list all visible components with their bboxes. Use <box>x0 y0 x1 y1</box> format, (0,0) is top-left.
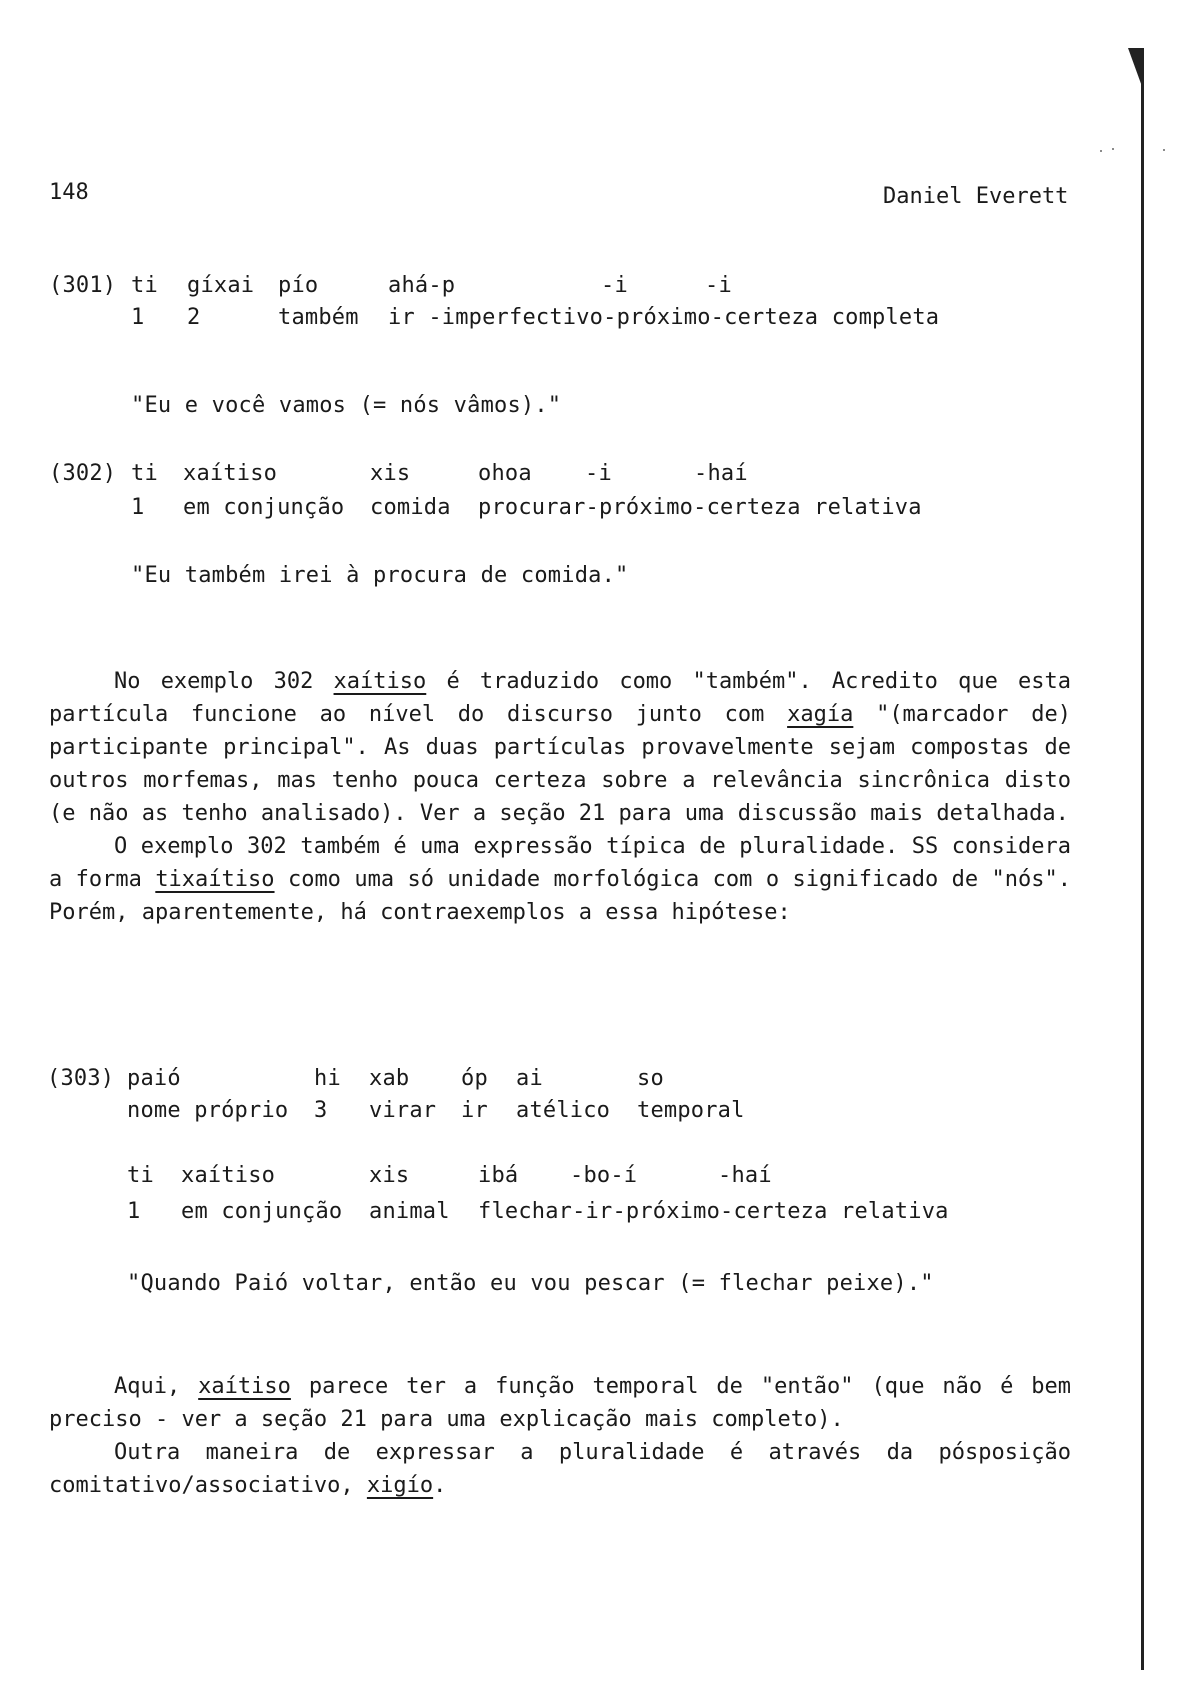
paragraph: Outra maneira de expressar a pluralidade é através da pósposição comitativo/associativo, xigío. <box>49 1440 1071 1498</box>
underlined-term: tixaítiso <box>155 867 275 892</box>
page-number: 148 <box>49 180 89 205</box>
gloss-translation: procurar-próximo-certeza relativa <box>478 495 922 520</box>
body-text-block-2 <box>49 1370 1071 1502</box>
example-number: (303) <box>47 1066 115 1091</box>
gloss-word: xis <box>370 461 411 486</box>
gloss-translation: em conjunção <box>183 495 345 520</box>
gloss-translation: 3 <box>314 1098 328 1123</box>
gloss-translation: ir <box>461 1098 488 1123</box>
gloss-word: ibá <box>478 1163 519 1188</box>
underlined-term: xigío <box>366 1473 434 1498</box>
gloss-translation: 2 <box>187 305 201 330</box>
paragraph: O exemplo 302 também é uma expressão típica de pluralidade. SS considera a forma tixaítiso como uma só unidade morfológica com o significado de "nós". Porém, aparentemente, há contraexemplos a essa hipótese: <box>49 834 1071 925</box>
gloss-translation: 1 <box>131 305 145 330</box>
gloss-translation: flechar-ir-próximo-certeza relativa <box>478 1199 949 1224</box>
gloss-word: -i <box>705 273 732 298</box>
scan-speck <box>1100 150 1102 152</box>
gloss-word: gíxai <box>187 273 255 298</box>
running-header-author: Daniel Everett <box>883 184 1069 209</box>
free-translation: "Quando Paió voltar, então eu vou pescar (= flechar peixe)." <box>127 1271 934 1296</box>
gloss-word: -i <box>585 461 612 486</box>
binding-edge-line <box>1141 60 1144 1670</box>
gloss-translation: atélico <box>516 1098 611 1123</box>
gloss-translation: ir -imperfectivo-próximo-certeza completa <box>388 305 940 330</box>
gloss-translation: virar <box>369 1098 437 1123</box>
gloss-word: xis <box>369 1163 410 1188</box>
gloss-word: pío <box>278 273 319 298</box>
gloss-word: ohoa <box>478 461 532 486</box>
underlined-term: xaítiso <box>198 1374 291 1399</box>
body-text-block-1 <box>49 665 1071 929</box>
underlined-term: xagía <box>787 702 854 727</box>
gloss-translation: comida <box>370 495 451 520</box>
gloss-translation: 1 <box>131 495 145 520</box>
gloss-word: xaítiso <box>183 461 278 486</box>
gloss-word: -haí <box>718 1163 772 1188</box>
example-number: (302) <box>49 461 117 486</box>
underlined-term: xaítiso <box>333 669 427 694</box>
gloss-word: -haí <box>694 461 748 486</box>
scan-speck <box>1163 149 1165 151</box>
free-translation: "Eu também irei à procura de comida." <box>131 563 629 588</box>
gloss-word: ai <box>516 1066 543 1091</box>
gloss-word: paió <box>127 1066 181 1091</box>
gloss-translation: temporal <box>637 1098 745 1123</box>
gloss-word: -i <box>601 273 628 298</box>
paragraph: Aqui, xaítiso parece ter a função temporal de "então" (que não é bem preciso - ver a seção 21 para uma explicação mais completo). <box>49 1374 1071 1432</box>
gloss-translation: em conjunção <box>181 1199 343 1224</box>
gloss-translation: 1 <box>127 1199 141 1224</box>
gloss-word: ti <box>131 273 158 298</box>
example-number: (301) <box>49 273 117 298</box>
paragraph: No exemplo 302 xaítiso é traduzido como "também". Acredito que esta partícula funcione ao nível do discurso junto com xagía "(marcador de) participante principal". As duas partículas provavelmente sejam compostas de outros morfemas, mas tenho pouca certeza sobre a relevância sincrônica disto (e não as tenho analisado). Ver a seção 21 para uma discussão mais detalhada. <box>49 669 1071 826</box>
scan-speck <box>1112 148 1114 150</box>
gloss-word: hi <box>314 1066 341 1091</box>
gloss-word: xab <box>369 1066 410 1091</box>
gloss-translation: animal <box>369 1199 450 1224</box>
gloss-word: ti <box>131 461 158 486</box>
gloss-word: so <box>637 1066 664 1091</box>
gloss-word: ti <box>127 1163 154 1188</box>
gloss-word: xaítiso <box>181 1163 276 1188</box>
free-translation: "Eu e você vamos (= nós vâmos)." <box>131 393 562 418</box>
gloss-word: ahá-p <box>388 273 456 298</box>
gloss-translation: nome próprio <box>127 1098 289 1123</box>
gloss-word: óp <box>461 1066 488 1091</box>
gloss-translation: também <box>278 305 359 330</box>
gloss-word: -bo-í <box>570 1163 638 1188</box>
